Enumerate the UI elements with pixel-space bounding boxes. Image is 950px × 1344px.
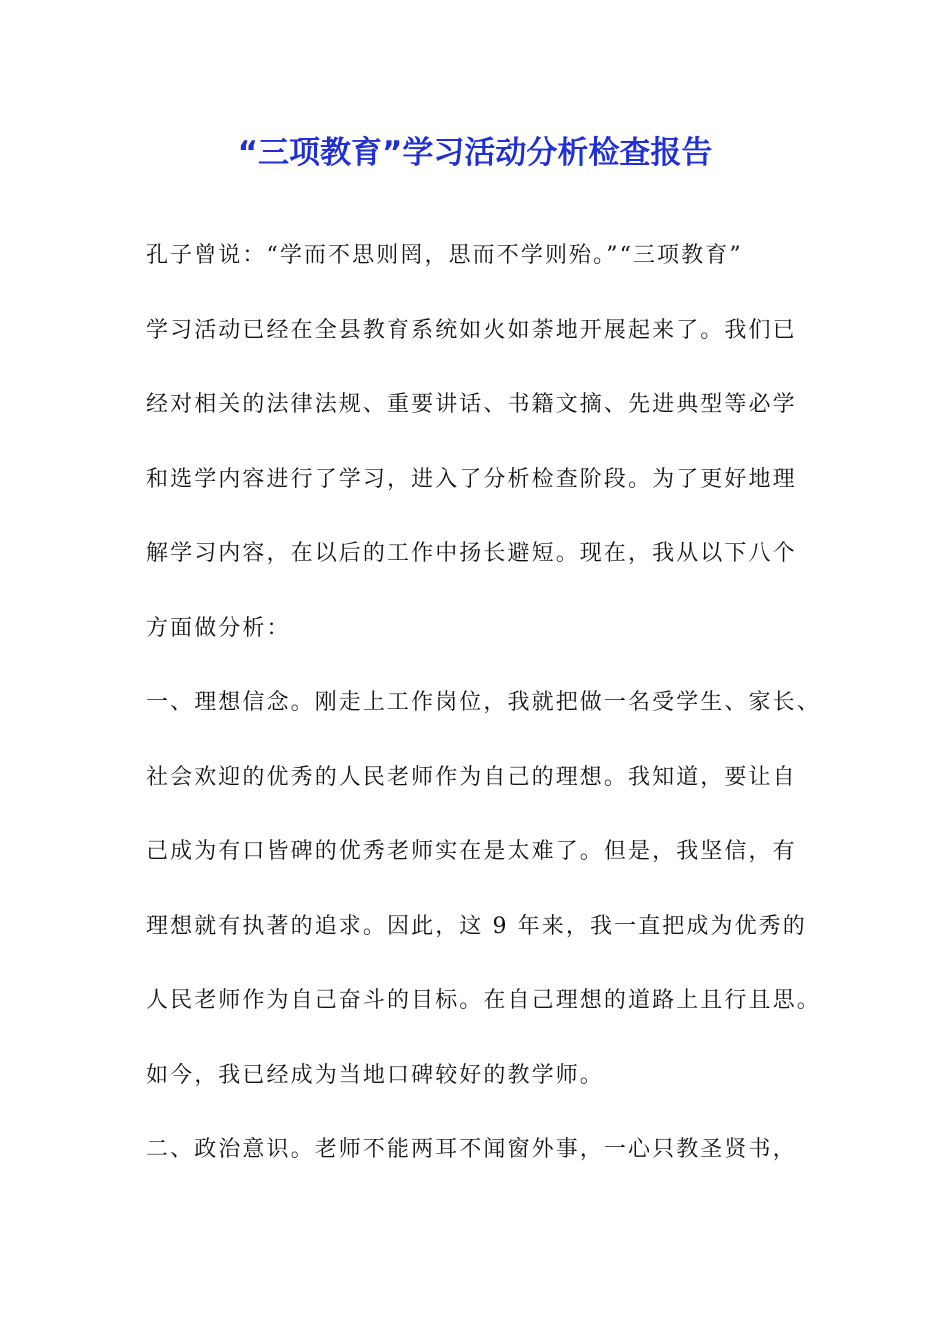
body-line: 己成为有口皆碑的优秀老师实在是太难了。但是，我坚信，有 bbox=[146, 839, 797, 864]
body-line: 人民老师作为自己奋斗的目标。在自己理想的道路上且行且思。 bbox=[146, 988, 821, 1013]
body-line: 和选学内容进行了学习，进入了分析检查阶段。为了更好地理 bbox=[146, 466, 797, 492]
body-line: 孔子曾说：“学而不思则罔，思而不学则殆。”“三项教育” bbox=[146, 243, 743, 268]
body-line: 社会欢迎的优秀的人民老师作为自己的理想。我知道，要让自 bbox=[146, 764, 797, 790]
body-line: 学习活动已经在全县教育系统如火如荼地开展起来了。我们已 bbox=[146, 317, 797, 343]
body-line: 如今，我已经成为当地口碑较好的教学师。 bbox=[146, 1062, 604, 1088]
body-line: 理想就有执著的追求。因此，这 9 年来，我一直把成为优秀的 bbox=[146, 913, 807, 939]
body-line: 解学习内容，在以后的工作中扬长避短。现在，我从以下八个 bbox=[146, 541, 797, 566]
body-line: 方面做分析： bbox=[146, 615, 291, 641]
document-title: “三项教育”学习活动分析检查报告 bbox=[237, 135, 713, 171]
body-line: 一、理想信念。刚走上工作岗位，我就把做一名受学生、家长、 bbox=[146, 690, 821, 715]
document-body bbox=[146, 236, 836, 1205]
body-line: 经对相关的法律法规、重要讲话、书籍文摘、先进典型等必学 bbox=[146, 392, 797, 417]
body-line: 二、政治意识。老师不能两耳不闻窗外事，一心只教圣贤书， bbox=[146, 1137, 797, 1162]
